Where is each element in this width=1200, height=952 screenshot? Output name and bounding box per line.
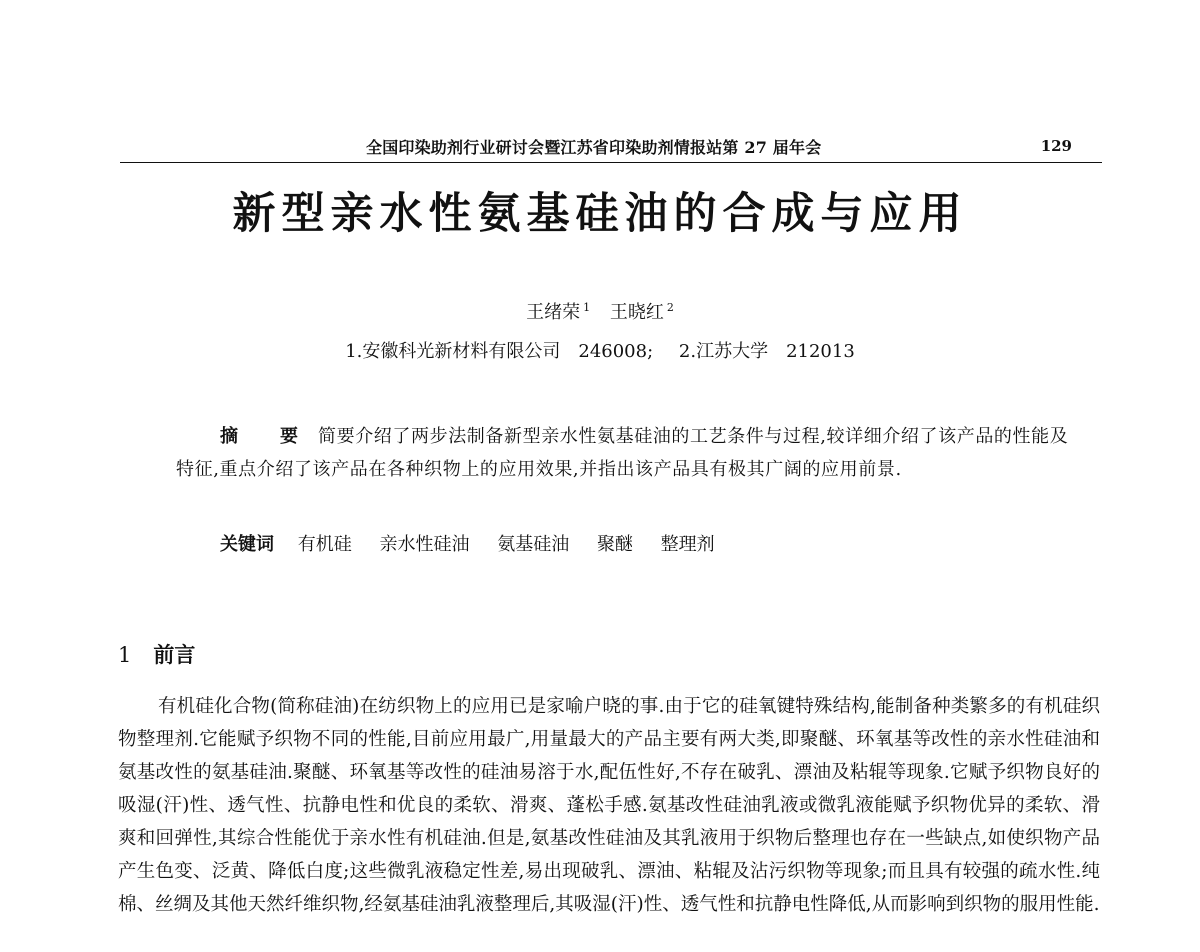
running-header [120,132,1102,163]
abstract [176,420,1076,486]
paper-title: 新型亲水性氨基硅油的合成与应用 [232,189,968,239]
author-1 [526,302,604,323]
keyword: 有机硅 [297,534,352,555]
page-number: 129 [1040,137,1072,155]
author-list [0,298,1200,324]
abstract-text: 简要介绍了两步法制备新型亲水性氨基硅油的工艺条件与过程,较详细介绍了该产品的性能及特征,重点介绍了该产品在各种织物上的应用效果,并指出该产品具有极其广阔的应用前景. [176,426,1069,480]
keyword: 聚醚 [596,534,633,555]
abstract-label: 摘 要 [220,426,310,447]
keyword: 亲水性硅油 [379,534,470,555]
conference-name: 全国印染助剂行业研讨会暨江苏省印染助剂情报站第 27 届年会 [366,138,822,157]
keywords [220,530,737,556]
affiliation-2: 2.江苏大学 212013 [678,341,855,362]
author-1-affiliation-mark: 1 [583,301,591,314]
affiliations [0,337,1200,363]
keyword: 整理剂 [660,534,715,555]
section-heading [118,639,195,669]
section-title: 前言 [153,642,196,667]
author-1-name: 王绪荣 [526,302,581,323]
section-number: 1 [118,643,132,667]
author-2 [610,302,674,323]
keywords-label: 关键词 [220,534,274,555]
affiliation-1: 1.安徽科光新材料有限公司 246008; [345,341,654,362]
body-paragraph: 有机硅化合物(简称硅油)在纺织物上的应用已是家喻户晓的事.由于它的硅氧键特殊结构,能制备种类繁多的有机硅织物整理剂.它能赋予织物不同的性能,目前应用最广,用量最大的产品主要有两大类,即聚醚、环氧基等改性的亲水性硅油和氨基改性的氨基硅油.聚醚、环氧基等改性的硅油易溶于水,配伍性好,不存在破乳、漂油及粘辊等现象.它赋予织物良好的吸湿(汗)性、透气性、抗静电性和优良的柔软、滑爽、蓬松手感.氨基改性硅油乳液或微乳液能赋予织物优异的柔软、滑爽和回弹性,其综合性能优于亲水性有机硅油.但是,氨基改性硅油及其乳液用于织物后整理也存在一些缺点,如使织物产品产生色变、泛黄、降低白度;这些微乳液稳定性差,易出现破乳、漂油、粘辊及沾污织物等现象;而且具有较强的疏水性.纯棉、丝绸及其他天然纤维织物,经氨基硅油乳液整理后,其吸湿(汗)性、透气性和抗静电性降低,从而影响到织物的服用性能. [118,696,1100,915]
author-2-affiliation-mark: 2 [666,301,674,314]
keyword: 氨基硅油 [497,534,570,555]
author-2-name: 王晓红 [609,302,664,323]
